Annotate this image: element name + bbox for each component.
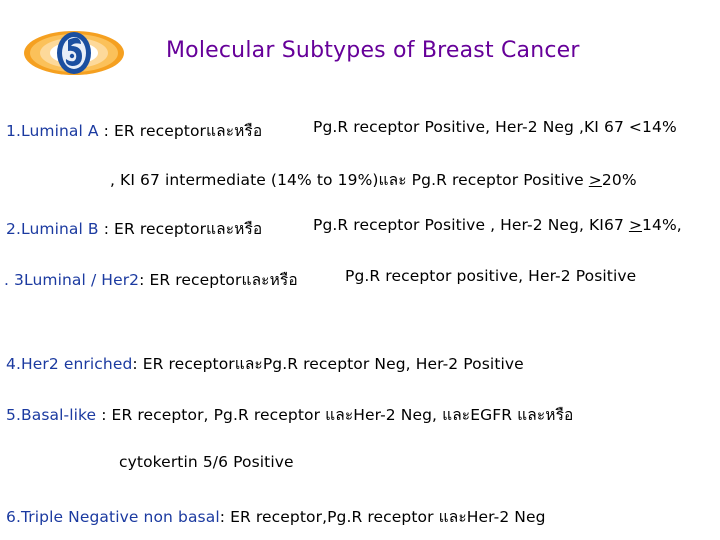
luminal-a-detail: Pg.R receptor Positive, Her-2 Neg ,KI 67 <14% — [313, 118, 677, 136]
threshold-value: 14%, — [642, 216, 682, 234]
thai-numeral-five-emblem-icon — [22, 28, 126, 78]
basal-like-continuation-line: cytokertin 5/6 Positive — [119, 453, 294, 471]
luminal-her2-line — [4, 267, 298, 292]
greater-equal-symbol: > — [588, 171, 602, 189]
luminal-b-detail — [313, 216, 682, 234]
subtype-label: 5.Basal-like — [6, 406, 97, 424]
subtype-detail: : ER receptor, Pg.R receptor และHer-2 Neg, และEGFR และหรือ — [96, 406, 574, 424]
subtype-label: 2.Luminal B — [6, 220, 99, 238]
subtype-label: 6.Triple Negative non basal — [6, 508, 220, 526]
luminal-a-continuation-line — [110, 167, 637, 192]
subtype-detail: : ER receptorและหรือ — [98, 220, 263, 238]
triple-negative-line — [6, 504, 546, 529]
subtype-detail: : ER receptorและPg.R receptor Neg, Her-2 Positive — [132, 355, 524, 373]
subtype-label: 4.Her2 enriched — [6, 355, 133, 373]
luminal-a-line — [6, 118, 262, 143]
continuation-text: , KI 67 intermediate (14% to 19%)และ Pg.R receptor Positive — [110, 171, 589, 189]
subtype-detail: : ER receptorและหรือ — [98, 122, 263, 140]
greater-equal-symbol: > — [628, 216, 643, 234]
her2-enriched-line — [6, 351, 524, 376]
subtype-detail: : ER receptorและหรือ — [139, 271, 298, 289]
page-title: Molecular Subtypes of Breast Cancer — [166, 38, 580, 63]
subtype-label: . 3Luminal / Her2 — [4, 271, 140, 289]
basal-like-line — [6, 402, 573, 427]
detail-text: Pg.R receptor Positive , Her-2 Neg, KI67 — [313, 216, 629, 234]
luminal-b-line — [6, 216, 262, 241]
subtype-detail: : ER receptor,Pg.R receptor และHer-2 Neg — [219, 508, 546, 526]
subtype-label: 1.Luminal A — [6, 122, 99, 140]
threshold-value: 20% — [601, 171, 637, 189]
luminal-her2-detail: Pg.R receptor positive, Her-2 Positive — [345, 267, 637, 285]
